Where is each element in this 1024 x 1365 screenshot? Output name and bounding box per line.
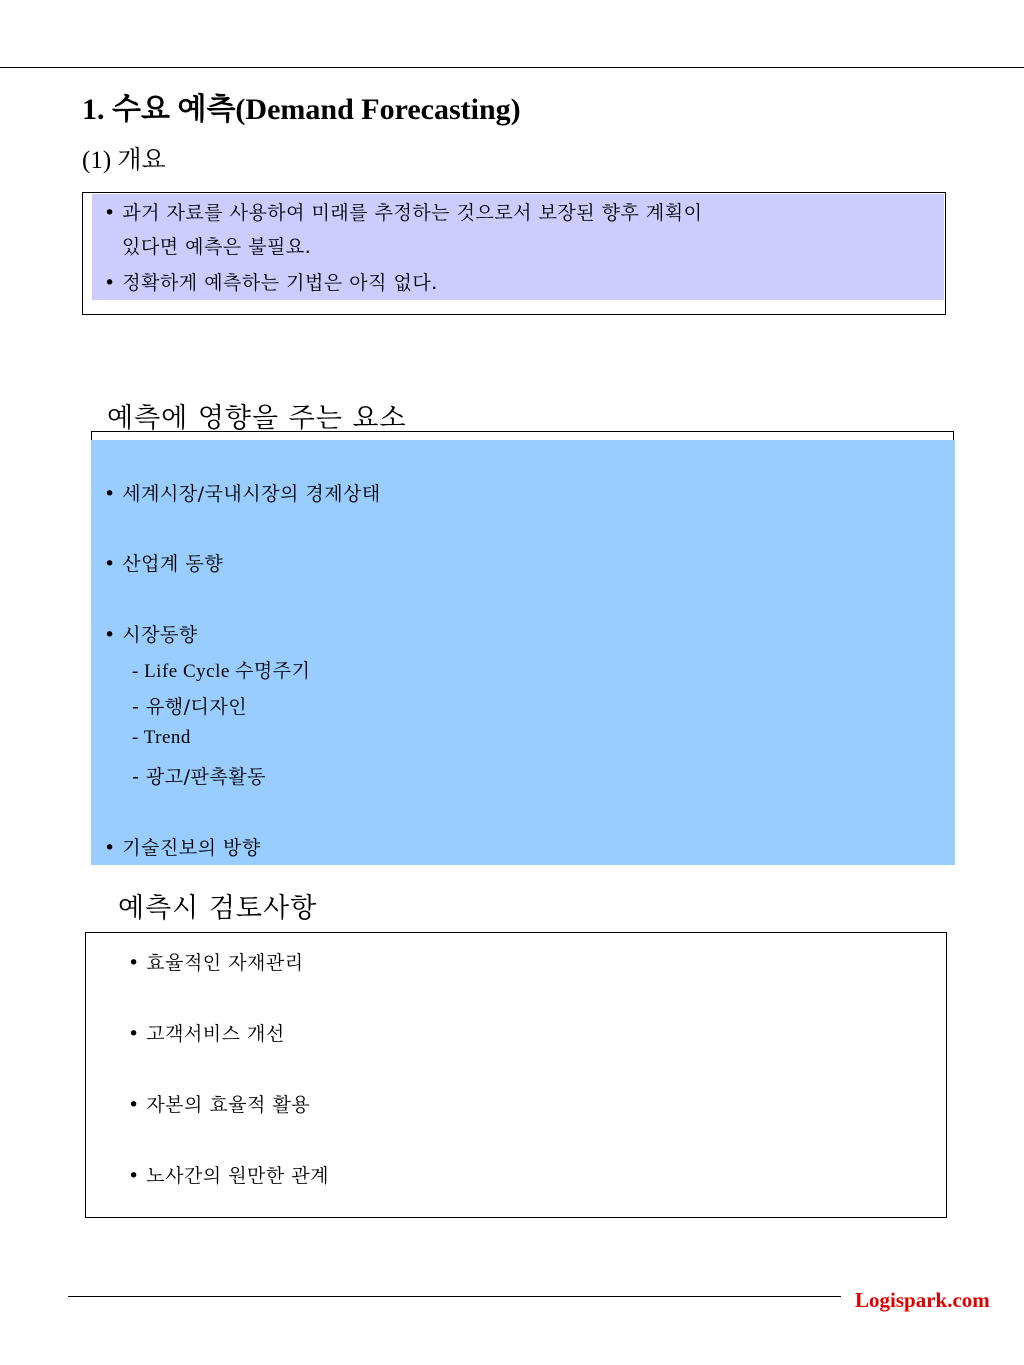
factor-item-economy: • 세계시장/국내시장의 경제상태 (104, 483, 381, 505)
overview-line-1: • 과거 자료를 사용하여 미래를 추정하는 것으로서 보장된 향후 계획이 (104, 202, 703, 224)
factor-sub-trend: - Trend (132, 727, 191, 748)
considerations-heading: 예측시 검토사항 (118, 893, 318, 924)
factor-item-technology: • 기술진보의 방향 (104, 837, 261, 859)
overview-line-3: • 정확하게 예측하는 기법은 아직 없다. (104, 272, 438, 294)
page-title: 1. 수요 예측(Demand Forecasting) (82, 93, 521, 126)
footer-divider (68, 1296, 841, 1297)
factor-sub-fashion: - 유행/디자인 (132, 696, 248, 718)
consideration-item: • 자본의 효율적 활용 (128, 1094, 311, 1116)
factor-sub-lifecycle: - Life Cycle 수명주기 (132, 661, 311, 682)
factors-heading: 예측에 영향을 주는 요소 (107, 403, 407, 434)
consideration-item: • 효율적인 자재관리 (128, 952, 304, 974)
consideration-item: • 고객서비스 개선 (128, 1023, 285, 1045)
factor-item-industry: • 산업계 동향 (104, 553, 224, 575)
factor-sub-promotion: - 광고/판촉활동 (132, 766, 266, 788)
top-divider (0, 67, 1024, 68)
overview-line-2: 있다면 예측은 불필요. (122, 236, 312, 258)
brand-link[interactable]: Logispark.com (855, 1288, 990, 1312)
factor-item-market: • 시장동향 (104, 624, 198, 646)
section-subtitle: (1) 개요 (82, 147, 166, 174)
consideration-item: • 노사간의 원만한 관계 (128, 1165, 330, 1187)
